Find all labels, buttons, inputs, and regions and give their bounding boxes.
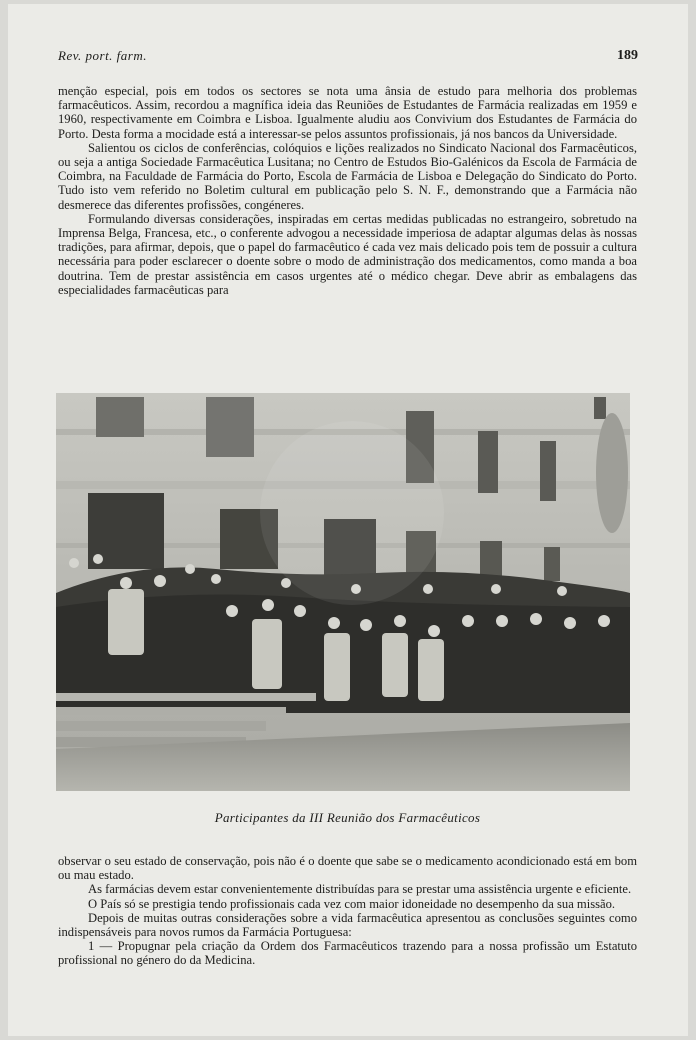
body-text-bottom [58,854,637,968]
paragraph: Salientou os ciclos de conferências, colóquios e lições realizados no Sindicato Nacional dos Farmacêuticos, ou seja a antiga Sociedade Farmacêutica Lusitana; no Centro de Estudos Bio-Galénicos da Escola de Farmácia de Coimbra, na Faculdade de Farmácia do Porto, Escola de Farmácia de Lisboa e Delegação do Sindicato do Porto. Tudo isto vem referido no Boletim cultural em publicação pelo S. N. F., demonstrando que a Farmácia não desmerece das diferentes profissões, congéneres. [58,140,637,212]
journal-title: Rev. port. farm. [58,48,147,63]
page-header [58,48,638,68]
paragraph: As farmácias devem estar convenientemente distribuídas para se prestar uma assistência urgente e eficiente. [88,882,632,897]
photograph-illustration [56,393,630,791]
page-number: 189 [617,48,638,63]
document-page [8,4,688,1036]
body-text-top [58,84,637,297]
paragraph: 1 — Propugnar pela criação da Ordem dos Farmacêuticos trazendo para a nossa profissão um Estatuto profissional no género do da Medicina. [58,939,637,968]
photo-caption: Participantes da III Reunião dos Farmacêuticos [214,810,481,825]
group-photograph [56,393,630,791]
paragraph: Formulando diversas considerações, inspiradas em certas medidas publicadas no estrangeiro, sobretudo na Imprensa Belga, Francesa, etc., o conferente advogou a necessidade imperiosa de adaptar algumas delas às nossas tradições, para afirmar, depois, que o papel do farmacêutico é cada vez mais delicado pois tem de possuir a cultura necessária para poder esclarecer o doente sobre o modo de administração dos medicamentos, como manda a boa doutrina. Tem de prestar assistência em casos urgentes até o médico chegar. Deve abrir as embalagens das especialidades farmacêuticas para [58,211,637,297]
paragraph: observar o seu estado de conservação, pois não é o doente que sabe se o medicamento acondicionado está em bom ou mau estado. [58,854,637,883]
paragraph: Depois de muitas outras considerações sobre a vida farmacêutica apresentou as conclusões seguintes como indispensáveis para novos rumos da Farmácia Portuguesa: [58,910,637,940]
paragraph: menção especial, pois em todos os sectores se nota uma ânsia de estudo para melhoria dos problemas farmacêuticos. Assim, recordou a magnífica ideia das Reuniões de Estudantes de Farmácia realizadas em 1959 e 1960, respectivamente em Coimbra e Lisboa. Igualmente aludiu aos Convivium dos Estudantes de Farmácia do Porto. Desta forma a mocidade está a interessar-se pelos assuntos profissionais, já nos bancos da Universidade. [58,84,637,141]
paragraph: O País só se prestigia tendo profissionais cada vez com maior idoneidade no desempenho da sua missão. [88,896,616,911]
